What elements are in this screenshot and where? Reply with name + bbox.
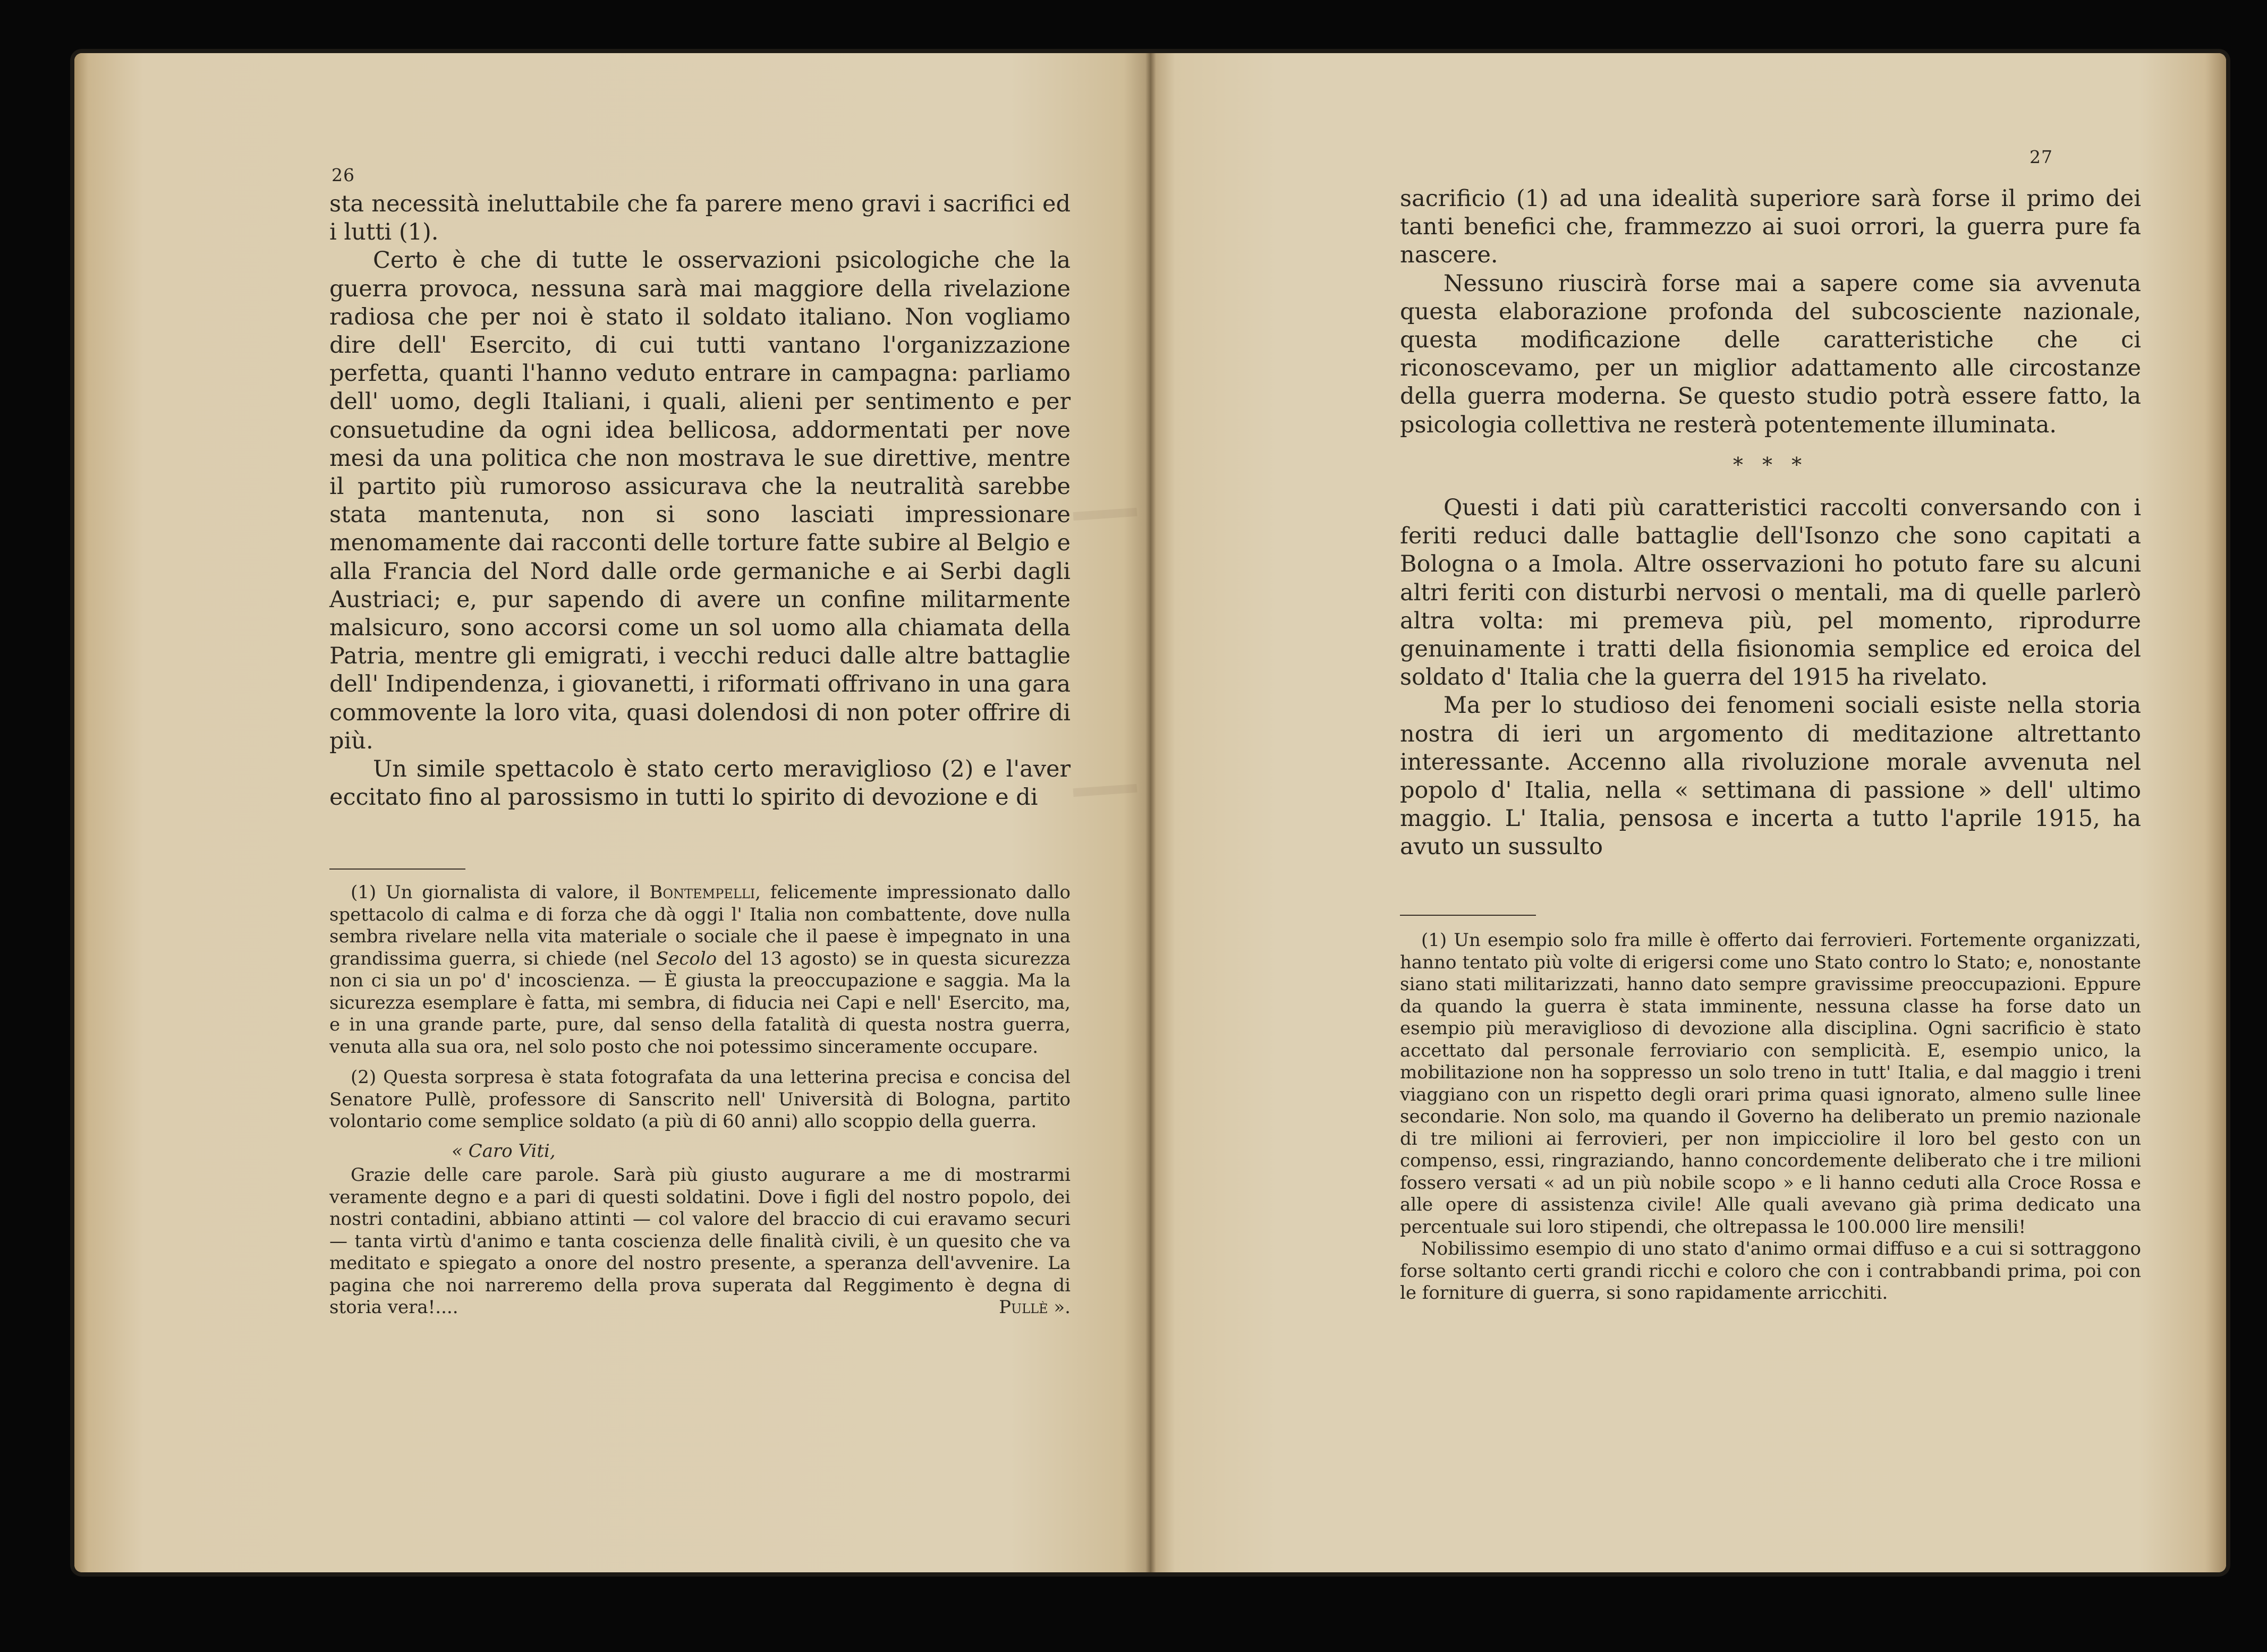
left-page xyxy=(74,53,1151,1572)
paragraph: sacrificio (1) ad una idealità superiore sarà forse il primo dei tanti benefici che, frammezzo ai suoi orrori, la guerra pure fa nascere. xyxy=(1400,185,2141,269)
page-number: 26 xyxy=(332,165,355,185)
newspaper-name: Secolo xyxy=(656,948,717,969)
letter-salutation: « Caro Viti, xyxy=(452,1140,556,1162)
footnote-1 xyxy=(329,882,1071,1058)
letter-signature: Pullè ». xyxy=(999,1297,1071,1318)
right-footnotes xyxy=(1400,930,2141,1305)
paragraph: Un simile spettacolo è stato certo meraviglioso (2) e l'aver eccitato fino al parossismo in tutti lo spirito di devozione e di xyxy=(329,756,1071,811)
paragraph: Ma per lo studioso dei fenomeni sociali esiste nella storia nostra di ieri un argomento di meditazione altrettanto interessante. Accenno alla rivoluzione morale avvenuta nel popolo d' Italia, nella « settimana di passione » dell' ultimo maggio. L' Italia, pensosa e incerta a tutto l'aprile 1915, ha avuto un sussulto xyxy=(1400,692,2141,861)
left-footnotes xyxy=(329,882,1071,1319)
page-number: 27 xyxy=(2030,147,2053,167)
open-book xyxy=(74,53,2226,1572)
footnote-continuation: Nobilissimo esempio di uno stato d'animo ormai diffuso e a cui si sottraggono forse soltanto certi grandi ricchi e coloro che con i contrabbandi prima, poi con le forniture di guerra, si sono rapidamente arricchiti. xyxy=(1400,1238,2141,1304)
footnote-text: felicemente impressionato dallo spettacolo di calma e di forza che dà oggi l' Italia non combattente, dove nulla sembra rivelare nella vita materiale o sociale che il paese è impegnato in una grandissima guerra, si chiede (nel xyxy=(329,882,1071,969)
footnote-text: del 13 agosto) se in questa sicurezza non ci sia un po' d' incoscienza. — È giusta la preoccupazione e saggia. Ma la sicurezza esemplare è fatta, mi sembra, di fiducia nei Capi e nell' Esercito, ma, e in una grande parte, pure, dal senso della fatalità di questa nostra guerra, venuta alla sua ora, nel solo posto che noi potessimo sinceramente occupare. xyxy=(329,948,1071,1058)
book-spine xyxy=(1145,53,1156,1572)
paragraph: sta necessità ineluttabile che fa parere meno gravi i sacrifici ed i lutti (1). xyxy=(329,191,1071,246)
left-body-text xyxy=(329,190,1071,812)
footnote-divider xyxy=(329,868,465,870)
paragraph: Certo è che di tutte le osservazioni psicologiche che la guerra provoca, nessuna sarà mai maggiore della rivelazione radiosa che per noi è stato il soldato italiano. Non vogliamo dire dell' Esercito, di cui tutti vantano l'organizzazione perfetta, quanti l'hanno veduto entrare in campagna: parliamo dell' uomo, degli Italiani, i quali, alieni per sentimento e per consuetudine da ogni idea bellicosa, addormentati per nove mesi da una politica che non mostrava le sue direttive, mentre il partito più rumoroso assicurava che la neutralità sarebbe stata mantenuta, non si sono lasciati impressionare menomamente dai racconti delle torture fatte subire al Belgio e alla Francia del Nord dalle orde germaniche e ai Serbi dagli Austriaci; e, pur sapendo di avere un confine militarmente malsicuro, sono accorsi come un sol uomo alla chiamata della Patria, mentre gli emigrati, i vecchi reduci dalle altre battaglie dell' Indipendenza, i giovanetti, i riformati offrivano in una gara commovente la loro vita, quasi dolendosi di non poter offrire di più. xyxy=(329,247,1071,754)
paragraph: Nessuno riuscirà forse mai a sapere come sia avvenuta questa elaborazione profonda del subcosciente nazionale, questa modificazione delle caratteristiche che ci riconoscevamo, per un miglior adattamento alle circostanze della guerra moderna. Se questo studio potrà essere fatto, la psicologia collettiva ne resterà potentemente illuminata. xyxy=(1400,270,2141,438)
footnote-2: (2) Questa sorpresa è stata fotografata da una letterina precisa e concisa del Senatore Pullè, professore di Sanscrito nell' Università di Bologna, partito volontario come semplice soldato (a più di 60 anni) allo scoppio della guerra. xyxy=(329,1067,1071,1132)
letter-text: Grazie delle care parole. Sarà più giusto augurare a me di mostrarmi veramente degno e a pari di questi soldatini. Dove i figli del nostro popolo, dei nostri contadini, abbiano attinti — col valore del braccio di cui eravamo securi — tanta virtù d'animo e tanta coscienza delle finalità civili, è un quesito che va meditato e spiegato a onore del nostro presente, a speranza dell'avvenire. La pagina che noi narreremo della prova superata dal Reggimento è degna di storia vera!.... xyxy=(329,1164,1071,1318)
right-page xyxy=(1151,53,2226,1572)
footnote-1: (1) Un esempio solo fra mille è offerto dai ferrovieri. Fortemente organizzati, hanno tentato più volte di erigersi come uno Stato contro lo Stato; e, nonostante siano stati militarizzati, hanno dato sempre gravissime preoccupazioni. Eppure da quando la guerra è stata imminente, nessuna classe ha forse dato un esempio più meraviglioso di devozione alla disciplina. Ogni sacrificio è stato accettato dal personale ferroviario con semplicità. E, esempio unico, la mobilitazione non ha soppresso un solo treno in tutt' Italia, e dal maggio i treni viaggiano con un rispetto degli orari prima quasi ignorato, almeno sulle linee secondarie. Non solo, ma quando il Governo ha deliberato un premio nazionale di tre milioni ai ferrovieri, per non impicciolire il loro bel gesto con un compenso, essi, ringraziando, hanno concordemente deliberato che i tre milioni fossero versati « ad un più nobile scopo » e li hanno ceduti alla Croce Rossa e alle opere di assistenza civile! Alle quali avevano già prima dedicato una percentuale sui loro stipendi, che oltrepassa le 100.000 lire mensili! xyxy=(1400,930,2141,1238)
footnote-divider xyxy=(1400,915,1536,916)
page-stain xyxy=(1073,508,1137,521)
letter-body xyxy=(329,1164,1071,1319)
paragraph: Questi i dati più caratteristici raccolti conversando con i feriti reduci dalle battaglie dell'Isonzo che sono capitati a Bologna o a Imola. Altre osservazioni ho potuto fare su alcuni altri feriti con disturbi nervosi o mentali, ma di quelle parlerò altra volta: mi premeva più, pel momento, riprodurre genuinamente i tratti della fisionomia semplice ed eroica del soldato d' Italia che la guerra del 1915 ha rivelato. xyxy=(1400,495,2141,691)
right-body-text xyxy=(1400,185,2141,862)
author-name: Bontempelli, xyxy=(649,882,761,903)
page-stain xyxy=(1073,784,1137,797)
section-break: * * * xyxy=(1733,453,1808,476)
footnote-text: (1) Un giornalista di valore, il xyxy=(351,882,650,903)
